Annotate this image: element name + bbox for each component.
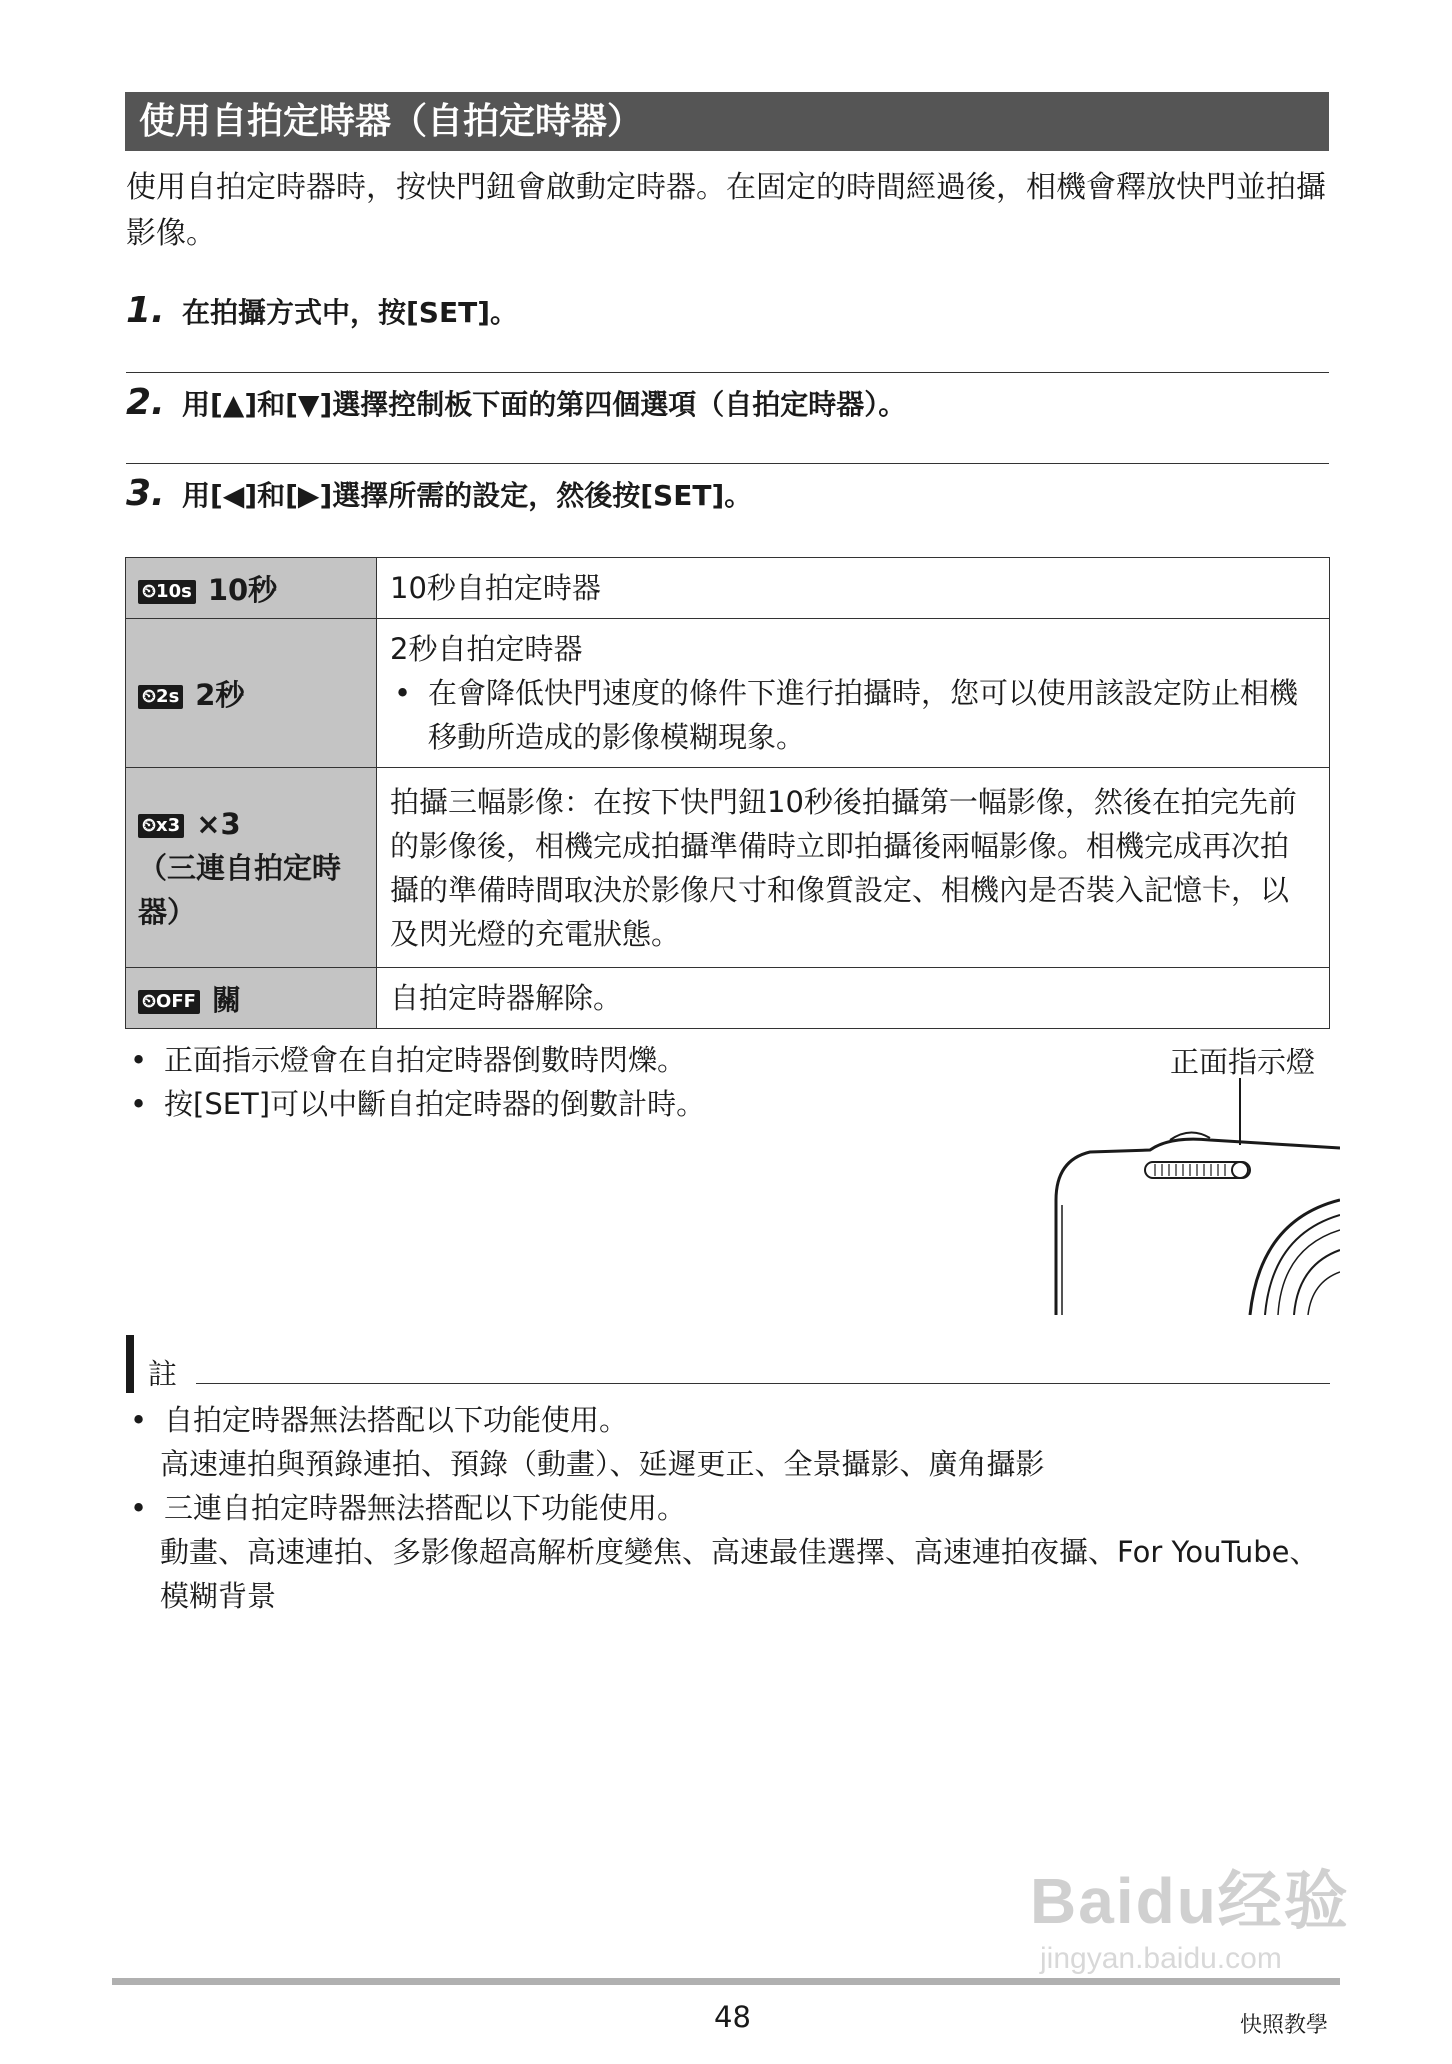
after-table-bullets bbox=[126, 1038, 1006, 1126]
divider bbox=[126, 372, 1329, 373]
note-list bbox=[126, 1398, 1336, 1618]
front-lamp-label: 正面指示燈 bbox=[1170, 1045, 1316, 1079]
step-number: 1. bbox=[126, 290, 165, 331]
step-number: 3. bbox=[126, 473, 165, 514]
watermark-url: jingyan.baidu.com bbox=[1040, 1942, 1282, 1975]
note-detail: 高速連拍與預錄連拍、預錄（動畫）、延遲更正、全景攝影、廣角攝影 bbox=[160, 1447, 1045, 1481]
setting-desc: 2秒自拍定時器 • 在會降低快門速度的條件下進行拍攝時，您可以使用該設定防止相機移動所造成的影像模糊現象。 bbox=[377, 619, 1330, 768]
table-row bbox=[126, 558, 1330, 619]
bullet-item: • 在會降低快門速度的條件下進行拍攝時，您可以使用該設定防止相機移動所造成的影像模糊現象。 bbox=[390, 671, 1316, 759]
footer-divider bbox=[112, 1978, 1340, 1985]
table-row bbox=[126, 768, 1330, 968]
step-3 bbox=[126, 473, 1336, 514]
bullet-dot: • bbox=[394, 676, 412, 710]
divider bbox=[126, 463, 1329, 464]
page-number: 48 bbox=[714, 2000, 751, 2034]
step-text: 用[▲]和[▼]選擇控制板下面的第四個選項（自拍定時器）。 bbox=[182, 388, 907, 421]
table-row bbox=[126, 968, 1330, 1029]
bullet-item: • 三連自拍定時器無法搭配以下功能使用。 bbox=[126, 1486, 1336, 1530]
bullet-item: • 自拍定時器無法搭配以下功能使用。 bbox=[126, 1398, 1336, 1442]
setting-key: ⏲OFF 關 bbox=[126, 968, 377, 1029]
section-title: 使用自拍定時器（自拍定時器） bbox=[125, 92, 1329, 151]
watermark-logo: Baidu经验 bbox=[1030, 1865, 1350, 1937]
setting-key: ⏲10s 10秒 bbox=[126, 558, 377, 619]
timer-10s-icon: ⏲10s bbox=[138, 580, 196, 604]
note-detail: 動畫、高速連拍、多影像超高解析度變焦、高速最佳選擇、高速連拍夜攝、For YouTube、模糊背景 bbox=[160, 1535, 1319, 1613]
bullet-item: • 正面指示燈會在自拍定時器倒數時閃爍。 bbox=[126, 1038, 1006, 1082]
step-1 bbox=[126, 290, 1336, 331]
step-2 bbox=[126, 382, 1336, 423]
setting-desc: 10秒自拍定時器 bbox=[377, 558, 1330, 619]
step-text: 用[◀]和[▶]選擇所需的設定，然後按[SET]。 bbox=[182, 479, 753, 512]
table-row bbox=[126, 619, 1330, 768]
bullet-dot: • bbox=[130, 1043, 148, 1077]
timer-x3-icon: ⏲x3 bbox=[138, 814, 184, 838]
camera-front-illustration bbox=[1050, 1040, 1340, 1315]
timer-2s-icon: ⏲2s bbox=[138, 685, 183, 709]
bullet-dot: • bbox=[130, 1491, 148, 1525]
divider bbox=[196, 1383, 1330, 1384]
setting-desc: 拍攝三幅影像：在按下快門鈕10秒後拍攝第一幅影像，然後在拍完先前的影像後，相機完成拍攝準備時立即拍攝後兩幅影像。相機完成再次拍攝的準備時間取決於影像尺寸和像質設定、相機內是否裝入記憶卡，以及閃光燈的充電狀態。 bbox=[377, 768, 1330, 968]
setting-key: ⏲x3 ×3 （三連自拍定時器） bbox=[126, 768, 377, 968]
setting-key: ⏲2s 2秒 bbox=[126, 619, 377, 768]
self-timer-settings-table bbox=[125, 557, 1330, 1029]
note-marker bbox=[126, 1335, 134, 1393]
step-number: 2. bbox=[126, 382, 165, 423]
note-header bbox=[126, 1335, 1330, 1393]
footer-section-label: 快照教學 bbox=[1240, 2013, 1329, 2038]
bullet-item: • 按[SET]可以中斷自拍定時器的倒數計時。 bbox=[126, 1082, 1006, 1126]
intro-paragraph: 使用自拍定時器時，按快門鈕會啟動定時器。在固定的時間經過後，相機會釋放快門並拍攝影像。 bbox=[126, 170, 1326, 251]
timer-off-icon: ⏲OFF bbox=[138, 990, 200, 1014]
bullet-dot: • bbox=[130, 1403, 148, 1437]
note-title: 註 bbox=[148, 1357, 178, 1391]
setting-desc: 自拍定時器解除。 bbox=[377, 968, 1330, 1029]
step-text: 在拍攝方式中，按[SET]。 bbox=[182, 296, 518, 329]
bullet-dot: • bbox=[130, 1087, 148, 1121]
